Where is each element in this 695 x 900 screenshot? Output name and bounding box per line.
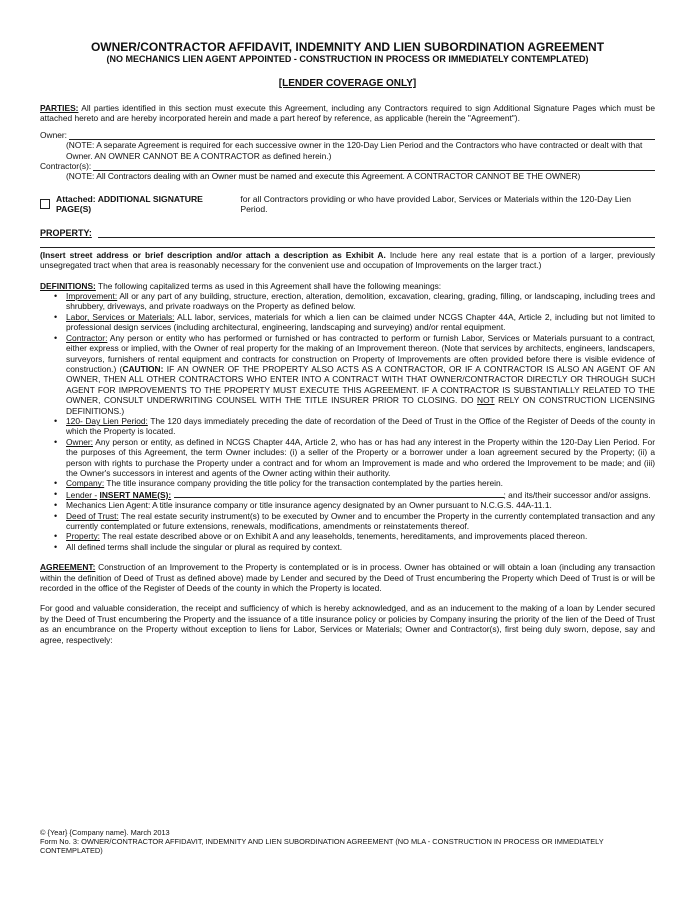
definition-lien-period: • 120- Day Lien Period: The 120 days immediately preceding the date of recordation of the Deed of Trust in the Office of the Register of Deeds of the county in which the Property is located. xyxy=(66,416,655,437)
owner-note: (NOTE: A separate Agreement is required for each successive owner in the 120-Day Lien Period and the Contractors who have contracted or dealt with that Owner. AN OWNER CANNOT BE A CONTRACTOR as defined herein.) xyxy=(66,140,643,161)
property-instruction-bold: (Insert street address or brief description and/or attach a description as Exhibit A. xyxy=(40,249,386,260)
footer-copyright: © {Year} {Company name}. March 2013 xyxy=(40,828,170,837)
definition-mla: • Mechanics Lien Agent: A title insurance company or title insurance agency designated by an Owner pursuant to N.C.G.S. 44A-11.1. xyxy=(66,500,655,510)
property-input-line[interactable] xyxy=(98,229,655,238)
document-page xyxy=(40,40,655,645)
consideration-paragraph: For good and valuable consideration, the receipt and sufficiency of which is hereby acknowledged, and as an inducement to the making of a loan by Lender secured by the Deed of Trust encumbering the Property and the issuance of a title insurance policy or policies by Company insuring the priority of the lien of the Deed of Trust as an encumbrance on the Property without exception to liens for Labor, Services or Materials; Owner and Contractor(s), first being duly sworn, depose, say and agree, respectively: xyxy=(40,603,655,645)
agreement-section xyxy=(40,562,655,593)
definitions-intro-text: The following capitalized terms as used in this Agreement shall have the following meanings: xyxy=(98,280,442,291)
attached-text: for all Contractors providing or who have provided Labor, Services or Materials within the 120-Day Lien Period. xyxy=(240,193,632,214)
parties-section xyxy=(40,103,655,124)
definition-company: • Company: The title insurance company providing the title policy for the transaction contemplated by the parties herein. xyxy=(66,478,655,488)
attached-row xyxy=(40,194,655,214)
property-row xyxy=(40,228,655,238)
property-instruction xyxy=(40,250,655,271)
definition-lender: • Lender - INSERT NAME(S): ; and its/their successor and/or assigns. xyxy=(66,489,655,500)
definition-deed: • Deed of Trust: The real estate security instrument(s) to be executed by Owner and to encumber the Property in the currently contemplated transaction and any currently contemplated or future extensions, renewals, modifications, amendments or reinstatements thereof. xyxy=(66,511,655,532)
coverage-label: [LENDER COVERAGE ONLY] xyxy=(278,78,417,89)
document-subtitle: (NO MECHANICS LIEN AGENT APPOINTED - CONSTRUCTION IN PROCESS OR IMMEDIATELY CONTEMPLATED) xyxy=(106,54,589,64)
owner-input-line[interactable] xyxy=(69,130,655,140)
agreement-text: Construction of an Improvement to the Property is contemplated or is in process. Owner has obtained or will obtain a loan (including any transaction within the definition of Deed of Trust as defined above) made by Lender and secured by the Deed of Trust encumbering the Property which Deed of Trust is or will be recorded in the office of the Register of Deeds of the county in which the Property is located. xyxy=(40,562,655,594)
document-title: OWNER/CONTRACTOR AFFIDAVIT, INDEMNITY AND LIEN SUBORDINATION AGREEMENT xyxy=(90,40,605,54)
contractor-input-line[interactable] xyxy=(93,161,655,171)
definition-contractor: • Contractor: Any person or entity who has performed or furnished or has contracted to perform or furnish Labor, Services or Materials pursuant to a contract, either express or implied, with the Owner of real property for the making of an Improvement thereon. (Note that services by architects, engineers, landscapers, surveyors, furnishers of rental equipment and contracts for construction on Property of Improvements are often provided before there is visible evidence of construction.) (CAUTION: IF AN OWNER OF THE PROPERTY ALSO ACTS AS A CONTRACTOR, OR IF A CONTRACTOR IS ALSO AN AGENT OF AN OWNER, THEN ALL OTHER CONTRACTORS WHO ENTER INTO A CONTRACT WITH THAT OWNER/CONTRACTOR DIRECTLY OR THROUGH SUCH AGENT FOR IMPROVEMENTS TO THE PROPERTY MUST EXECUTE THIS AGREEMENT. IF A CONTRACTOR IS SUBSTANTIALLY RELATED TO THE OWNER, CONSULT UNDERWRITING COUNSEL WITH THE TITLE INSURER PRIOR TO CLOSING. DO NOT RELY ON CONSTRUCTION LICENSING DEFINITIONS.) xyxy=(66,333,655,416)
contractor-note: (NOTE: All Contractors dealing with an Owner must be named and execute this Agreement. A CONTRACTOR CANNOT BE THE OWNER) xyxy=(66,171,581,182)
contractor-row xyxy=(40,161,655,171)
property-second-line[interactable] xyxy=(40,247,655,248)
definition-labor: • Labor, Services or Materials: ALL labor, services, materials for which a lien can be claimed under NCGS Chapter 44A, Article 2, including but not limited to professional design services (including architectural, engineering, landscaping and surveying) and/or rental equipment. xyxy=(66,312,655,333)
definition-owner: • Owner: Any person or entity, as defined in NCGS Chapter 44A, Article 2, who has or has had any interest in the Property within the 120-Day Lien Period. For the purposes of this Agreement, the term Owner includes: (i) a seller of the Property or a borrower under a loan agreement secured by the Property; (ii) a person with rights to purchase the Property under a contract and for whom an Improvement is made and who ordered the Improvement to be made; and (iii) the Owner's successors in interest and agents of the Owner acting within their authority. xyxy=(66,437,655,479)
definitions-list xyxy=(40,291,655,552)
attached-label: Attached: ADDITIONAL SIGNATURE PAGE(S) xyxy=(56,193,203,214)
owner-row xyxy=(40,130,655,140)
page-footer xyxy=(40,828,655,855)
property-instruction-text: Include here any real estate that is a portion of a larger, previously unsegregated tract when that area is reasonably necessary for the convenient use and occupation of Improvements on the larger tract.) xyxy=(40,249,656,271)
definitions-label: DEFINITIONS: xyxy=(40,280,96,291)
property-label: PROPERTY: xyxy=(40,227,92,238)
attached-checkbox[interactable] xyxy=(40,199,50,209)
owner-label: Owner: xyxy=(40,129,67,140)
definitions-intro xyxy=(40,281,655,291)
contractor-label: Contractor(s): xyxy=(40,161,92,172)
definition-singular: • All defined terms shall include the singular or plural as required by context. xyxy=(66,542,655,552)
definition-improvement: • Improvement: All or any part of any building, structure, erection, alteration, demolition, excavation, clearing, grading, filling, or landscaping, including trees and shrubbery, driveways, and private roadways on the Property as defined below. xyxy=(66,291,655,312)
parties-label: PARTIES: xyxy=(40,103,79,113)
lender-input-line[interactable] xyxy=(174,489,504,498)
footer-form: Form No. 3: OWNER/CONTRACTOR AFFIDAVIT, INDEMNITY AND LIEN SUBORDINATION AGREEMENT (NO MLA - CONSTRUCTION IN PROCESS OR IMMEDIATELY CONTEMPLATED) xyxy=(40,837,604,855)
agreement-label: AGREEMENT: xyxy=(40,562,96,573)
definition-property: • Property: The real estate described above or on Exhibit A and any leaseholds, tenements, hereditaments, and improvements placed thereon. xyxy=(66,531,655,541)
parties-text: All parties identified in this section must execute this Agreement, including any Contractors required to sign Additional Signature Pages which must be attached hereto and are hereby incorporated herein and made a part hereof by reference, as applicable (herein the "Agreement"). xyxy=(40,103,655,124)
